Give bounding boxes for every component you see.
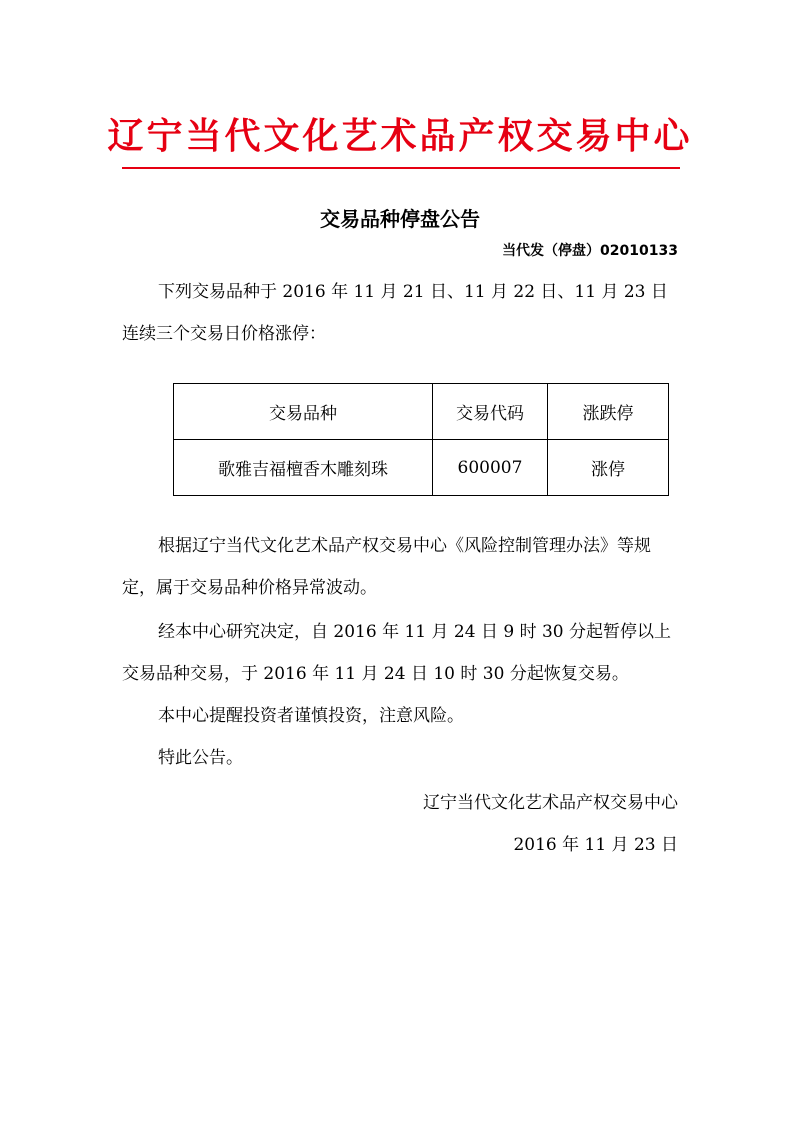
basis-paragraph: 根据辽宁当代文化艺术品产权交易中心《风险控制管理办法》等规定，属于交易品种价格异常波动。 xyxy=(122,536,651,598)
notice-title: 交易品种停盘公告 xyxy=(320,207,480,231)
doc-number: 当代发（停盘）02010133 xyxy=(502,243,678,259)
signature-org: 辽宁当代文化艺术品产权交易中心 xyxy=(423,793,678,813)
reminder-paragraph: 本中心提醒投资者谨慎投资，注意风险。 xyxy=(158,706,464,726)
col-header-code: 交易代码 xyxy=(433,384,548,440)
cell-code: 600007 xyxy=(433,440,548,496)
signature-date: 2016 年 11 月 23 日 xyxy=(513,835,678,855)
cell-limit: 涨停 xyxy=(548,440,669,496)
decision-paragraph: 经本中心研究决定，自 2016 年 11 月 24 日 9 时 30 分起暂停以上交易品种交易，于 2016 年 11 月 24 日 10 时 30 分起恢复交易。 xyxy=(122,622,672,684)
org-header-title: 辽宁当代文化艺术品产权交易中心 xyxy=(107,115,693,157)
header-red-rule xyxy=(122,167,680,169)
cell-product: 歌雅吉福檀香木雕刻珠 xyxy=(174,440,433,496)
intro-paragraph: 下列交易品种于 2016 年 11 月 21 日、11 月 22 日、11 月 23 日连续三个交易日价格涨停： xyxy=(122,282,668,344)
col-header-limit: 涨跌停 xyxy=(548,384,669,440)
table-header-row xyxy=(174,384,669,440)
col-header-product: 交易品种 xyxy=(174,384,433,440)
table-row xyxy=(174,440,669,496)
suspended-stocks-table xyxy=(173,383,669,496)
closing-paragraph: 特此公告。 xyxy=(158,748,243,768)
